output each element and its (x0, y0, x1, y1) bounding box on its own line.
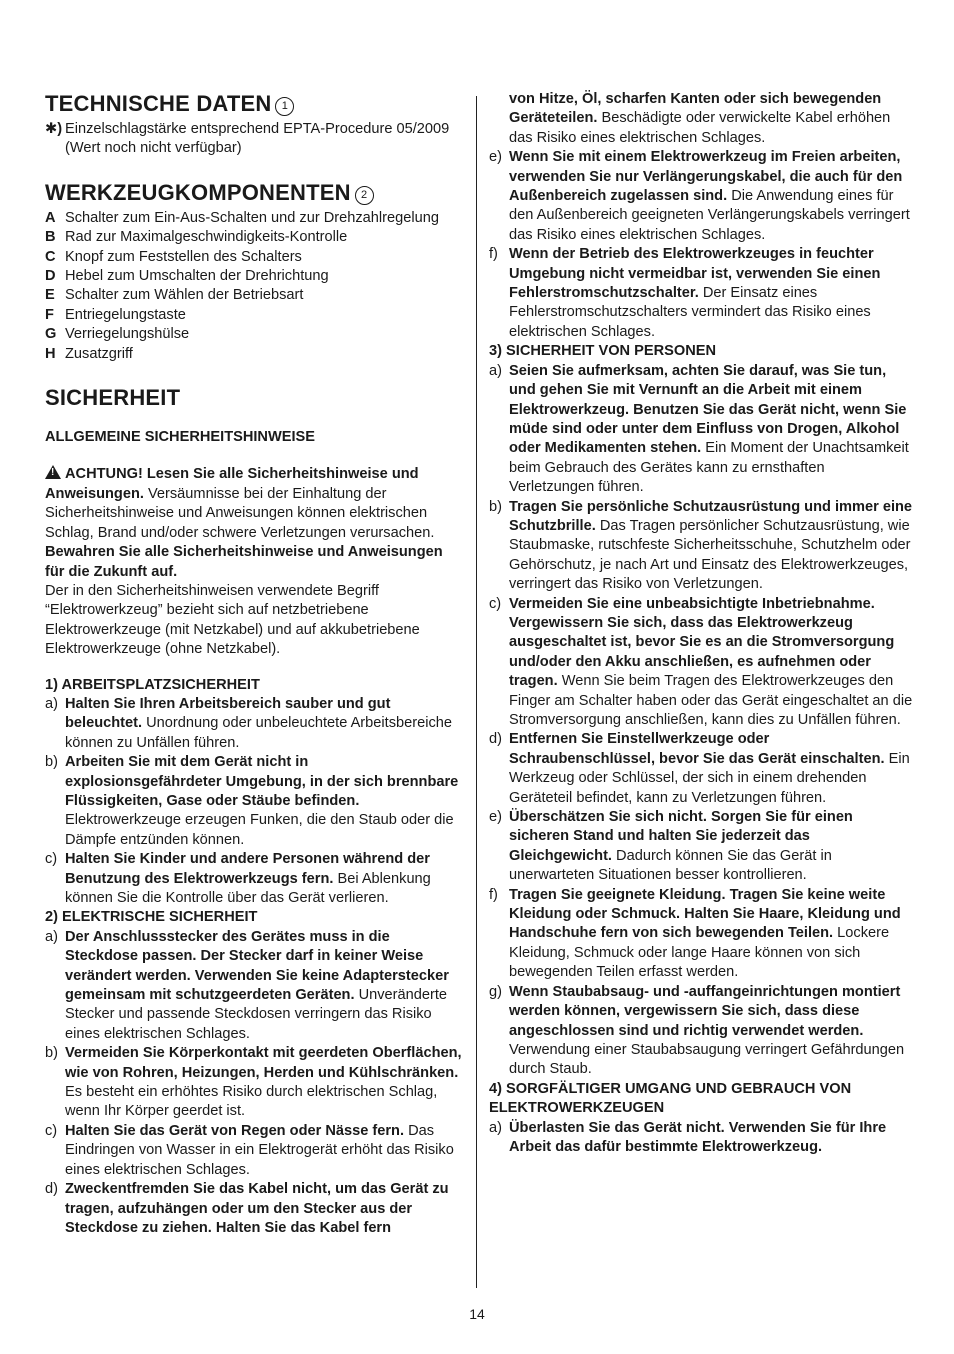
component-item (45, 209, 465, 228)
section-2-title: 2) ELEKTRISCHE SICHERHEIT (45, 909, 258, 926)
list-item (489, 595, 913, 731)
component-item (45, 248, 465, 267)
warning-paragraph: !ACHTUNG! Lesen Sie alle Sicherheitshinweise und Anweisungen. Versäumnisse bei der Einhaltung der Sicherheitshinweise und Anweisungen können elektrischen Schlag, Brand und/oder schwere Verletzungen verursachen. Bewahren Sie alle Sicherheitshinweise und Anweisungen für die Zukunft auf. (45, 465, 465, 581)
component-item (45, 306, 465, 325)
component-key: C (45, 248, 56, 265)
component-key: G (45, 326, 57, 343)
list-item (45, 695, 465, 753)
component-key: D (45, 268, 56, 285)
component-item (45, 267, 465, 286)
page-number: 14 (469, 1306, 485, 1322)
item-letter: d) (45, 1181, 58, 1198)
list-item (45, 1044, 465, 1122)
component-text: Verriegelungshülse (65, 326, 190, 343)
component-item (45, 325, 465, 344)
item-text: Halten Sie das Gerät von Regen oder Nässe fern. Das Eindringen von Wasser in ein Elektrogerät erhöht das Risiko eines elektrischen Schlages. (65, 1122, 454, 1178)
list-item (45, 1122, 465, 1180)
list-item (489, 498, 913, 595)
list-item (489, 1119, 913, 1158)
right-column (489, 90, 913, 1157)
component-item (45, 228, 465, 247)
item-text: Vermeiden Sie Körperkontakt mit geerdeten Oberflächen, wie von Rohren, Heizungen, Herden und Kühlschränken. Es besteht ein erhöhtes Risiko durch elektrischen Schlag, wenn Ihr Körper geerdet ist. (65, 1045, 462, 1120)
component-key: F (45, 306, 54, 323)
item-letter: a) (489, 362, 502, 379)
warning-triangle-icon (45, 465, 61, 479)
item-text: Der Anschlussstecker des Gerätes muss in die Steckdose passen. Der Stecker darf in keiner Weise verändert werden. Verwenden Sie keine Adapterstecker gemeinsam mit schutzgeerdeten Geräten. Unveränderte Stecker und passende Steckdosen verringern das Risiko eines elektrischen Schlages. (65, 928, 449, 1042)
list-item (489, 983, 913, 1080)
item-text: Seien Sie aufmerksam, achten Sie darauf, was Sie tun, und gehen Sie mit Vernunft an die Arbeit mit einem Elektrowerkzeug. Benutzen Sie das Gerät nicht, wenn Sie müde sind oder unter dem Einfluss von Drogen, Alkohol oder Medikamenten stehen. Ein Moment der Unachtsamkeit beim Gebrauch des Gerätes kann zu ernsthaften Verletzungen führen. (509, 362, 909, 496)
list-item (489, 148, 913, 245)
component-item (45, 345, 465, 364)
item-text: Überschätzen Sie sich nicht. Sorgen Sie für einen sicheren Stand und halten Sie jederzeit das Gleichgewicht. Dadurch können Sie das Gerät in unerwarteten Situationen besser kontrollieren. (509, 809, 853, 884)
component-text: Rad zur Maximalgeschwindigkeits-Kontrolle (65, 229, 348, 246)
item-letter: f) (489, 886, 498, 903)
asterisk-icon: ✱) (45, 121, 63, 137)
component-key: H (45, 345, 56, 362)
heading-werkzeugkomponenten: WERKZEUGKOMPONENTEN 2 (45, 179, 465, 207)
section-3-list (489, 362, 913, 1080)
subheading-allgemeine: ALLGEMEINE SICHERHEITSHINWEISE (45, 429, 316, 446)
item-letter: e) (489, 809, 502, 826)
section-3-title: 3) SICHERHEIT VON PERSONEN (489, 343, 717, 360)
section-4-title: 4) SORGFÄLTIGER UMGANG UND GEBRAUCH VON ELEKTROWERKZEUGEN (489, 1080, 852, 1117)
item-letter: a) (45, 928, 58, 945)
list-item (489, 886, 913, 983)
component-text: Zusatzgriff (65, 345, 133, 362)
list-item (45, 1180, 465, 1238)
item-letter: b) (45, 754, 58, 771)
item-letter: g) (489, 983, 502, 1000)
component-text: Knopf zum Feststellen des Schalters (65, 248, 302, 265)
list-item (45, 928, 465, 1044)
item-letter: b) (489, 498, 502, 515)
item-letter: c) (45, 851, 58, 868)
list-item (489, 808, 913, 886)
item-text: Wenn Staubabsaug- und -auffangeinrichtungen montiert werden können, vergewissern Sie sich, dass diese angeschlossen sind und richtig verwendet werden. Verwendung einer Staubabsaugung verringert Gefährdungen durch Staub. (509, 983, 905, 1078)
item-text: Halten Sie Kinder und andere Personen während der Benutzung des Elektrowerkzeugs fern. Bei Ablenkung können Sie die Kontrolle über das Gerät verlieren. (65, 851, 431, 906)
item-letter: b) (45, 1045, 58, 1062)
component-text: Hebel zum Umschalten der Drehrichtung (65, 268, 329, 285)
item-text: Entfernen Sie Einstellwerkzeuge oder Schraubenschlüssel, bevor Sie das Gerät einschalten. Ein Werkzeug oder Schlüssel, der sich in einem drehenden Geräteteil befindet, kann zu Verletzungen führen. (509, 731, 910, 806)
section-2-list (45, 928, 465, 1239)
figure-ref-2: 2 (355, 186, 374, 205)
component-text: Schalter zum Ein-Aus-Schalten und zur Drehzahlregelung (65, 209, 439, 226)
component-text: Entriegelungstaste (65, 306, 186, 323)
component-key: B (45, 229, 56, 246)
item-text: Wenn Sie mit einem Elektrowerkzeug im Freien arbeiten, verwenden Sie nur Verlängerungskabel, die auch für den Außenbereich zugelassen sind. Die Anwendung eines für den Außenbereich geeigneten Verlängerungskabels verringert das Risiko eines elektrischen Schlages. (509, 149, 910, 243)
list-item: von Hitze, Öl, scharfen Kanten oder sich bewegenden Geräteteilen. Beschädigte oder verwickelte Kabel erhöhen das Risiko eines elektrischen Schlages. (509, 91, 891, 146)
item-text: Überlasten Sie das Gerät nicht. Verwenden Sie für Ihre Arbeit das dafür bestimmte Elektrowerkzeug. (509, 1119, 887, 1155)
list-item (45, 850, 465, 908)
section-1-title: 1) ARBEITSPLATZSICHERHEIT (45, 676, 260, 693)
item-letter: d) (489, 731, 502, 748)
item-letter: c) (45, 1122, 58, 1139)
figure-ref-1: 1 (275, 97, 294, 116)
component-key: A (45, 209, 56, 226)
component-key: E (45, 287, 55, 304)
list-item (45, 753, 465, 850)
component-item (45, 286, 465, 305)
item-letter: e) (489, 149, 502, 166)
component-list (45, 209, 465, 364)
item-text: Arbeiten Sie mit dem Gerät nicht in explosionsgefährdeter Umgebung, in der sich brennbare Flüssigkeiten, Gase oder Stäube befinden. Elektrowerkzeuge erzeugen Funken, die den Staub oder die Dämpfe entzünden können. (65, 754, 459, 848)
column-divider (476, 96, 477, 1288)
component-text: Schalter zum Wählen der Betriebsart (65, 287, 304, 304)
item-text: Vermeiden Sie eine unbeabsichtigte Inbetriebnahme. Vergewissern Sie sich, dass das Elektrowerkzeug ausgeschaltet ist, bevor Sie es an die Stromversorgung und/oder den Akku anschließen, es aufnehmen oder tragen. Wenn Sie beim Tragen des Elektrowerkzeuges den Finger am Schalter haben oder das Gerät eingeschaltet an die Stromversorgung anschließen, kann dies zu Unfällen führen. (509, 595, 913, 728)
item-letter: c) (489, 595, 502, 612)
list-item (489, 245, 913, 342)
item-text: Zweckentfremden Sie das Kabel nicht, um das Gerät zu tragen, aufzuhängen oder um den Stecker aus der Steckdose zu ziehen. Halten Sie das Kabel fern (65, 1181, 449, 1236)
heading-sicherheit: SICHERHEIT (45, 385, 181, 411)
list-item (489, 362, 913, 498)
list-item (489, 730, 913, 808)
section-4-list (489, 1119, 913, 1158)
left-column (45, 90, 465, 1238)
begriff-paragraph: Der in den Sicherheitshinweisen verwendete Begriff “Elektrowerkzeug” bezieht sich auf netzbetriebene Elektrowerkzeuge (mit Netzkabel) und auf akkubetriebene Elektrowerkzeuge (ohne Netzkabel). (45, 582, 420, 658)
heading-technische-daten: TECHNISCHE DATEN 1 (45, 90, 465, 118)
item-letter: a) (489, 1119, 502, 1136)
technical-note: ✱) Einzelschlagstärke entsprechend EPTA-Procedure 05/2009 (Wert noch nicht verfügbar) (45, 121, 450, 157)
section-2-list-continued (489, 148, 913, 342)
item-letter: f) (489, 246, 498, 263)
item-text: Wenn der Betrieb des Elektrowerkzeuges in feuchter Umgebung nicht vermeidbar ist, verwenden Sie einen Fehlerstromschutzschalter. Der Einsatz eines Fehlerstromschutzschalters vermindert das Risiko eines elektrischen Schlages. (509, 246, 881, 340)
item-text: Tragen Sie persönliche Schutzausrüstung und immer eine Schutzbrille. Das Tragen persönlicher Schutzausrüstung, wie Staubmaske, rutschfeste Sicherheitsschuhe, Schutzhelm oder Gehörschutz, je nach Art und Einsatz des Elektrowerkzeuges, verringert das Risiko von Verletzungen. (509, 498, 913, 593)
section-1-list (45, 695, 465, 908)
item-letter: a) (45, 695, 58, 712)
item-text: Halten Sie Ihren Arbeitsbereich sauber und gut beleuchtet. Unordnung oder unbeleuchtete Arbeitsbereiche können zu Unfällen führen. (65, 695, 452, 751)
item-text: Tragen Sie geeignete Kleidung. Tragen Sie keine weite Kleidung oder Schmuck. Halten Sie Haare, Kleidung und Handschuhe fern von sich bewegenden Teilen. Lockere Kleidung, Schmuck oder lange Haare können von sich bewegenden Teilen erfasst werden. (509, 886, 901, 981)
